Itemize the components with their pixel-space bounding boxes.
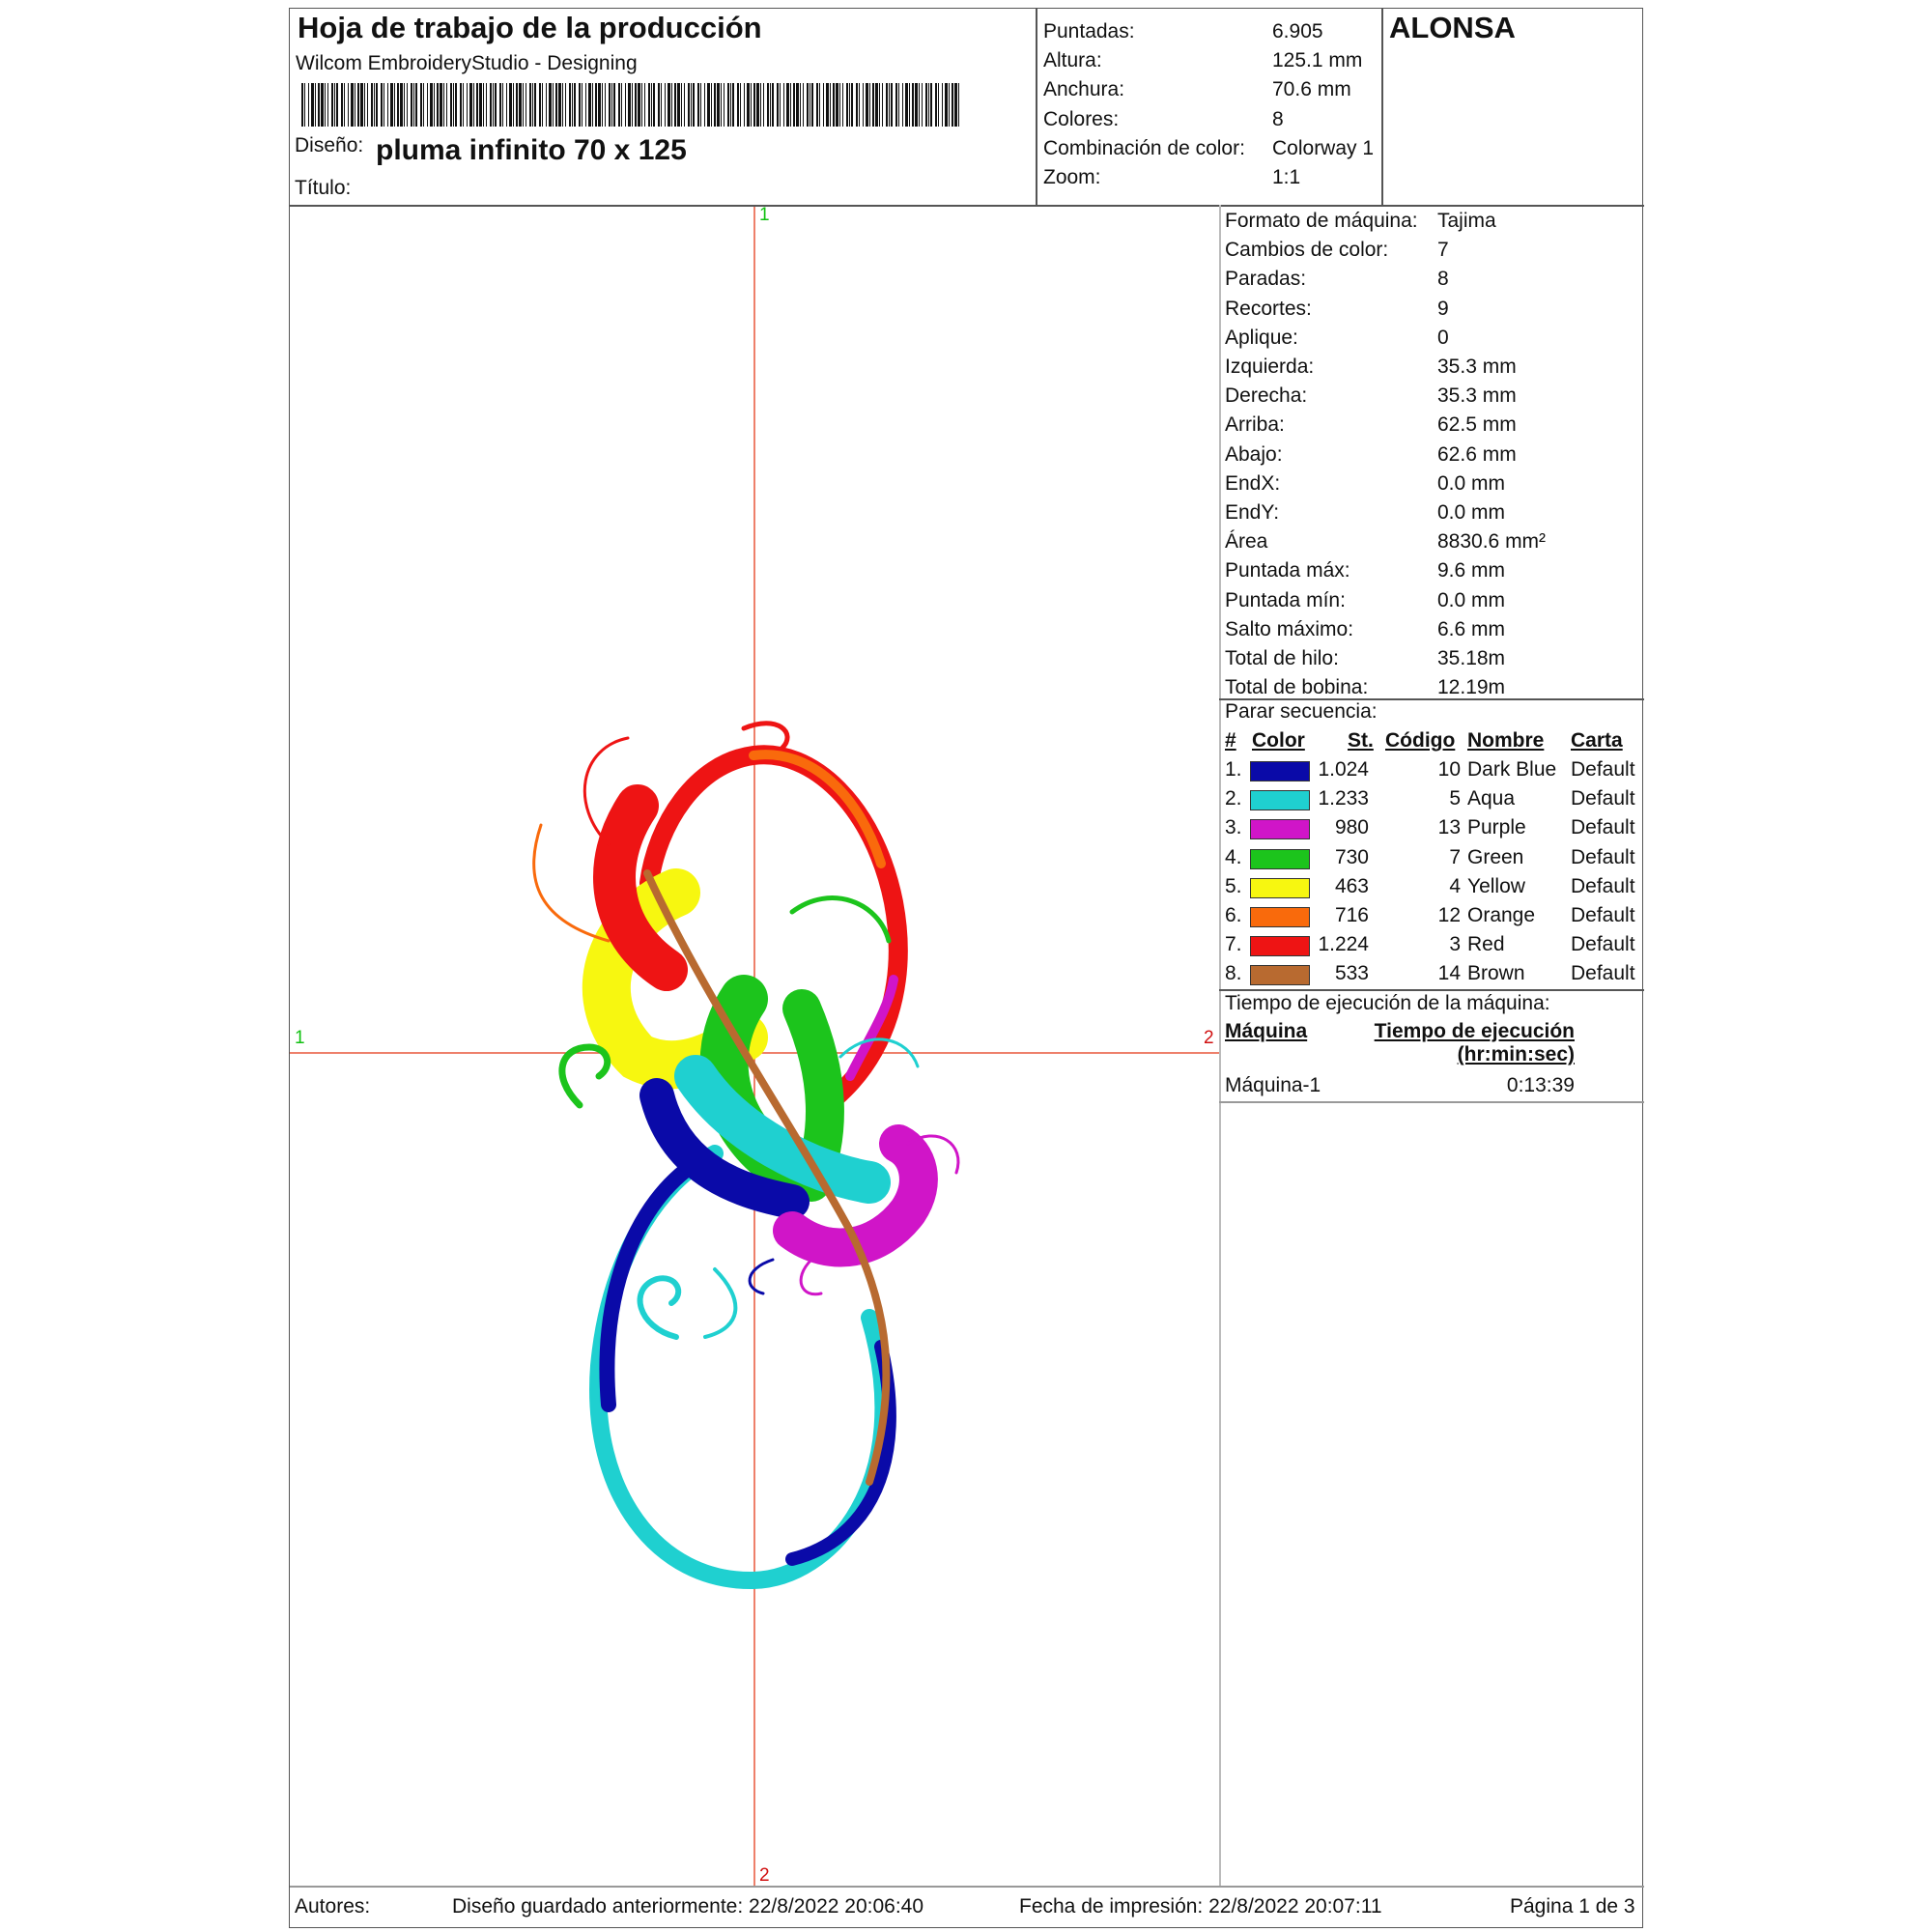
detail-value: 8 <box>1437 268 1449 291</box>
title-label: Título: <box>295 177 352 199</box>
summary-value: 125.1 mm <box>1272 49 1363 72</box>
aqua-tail <box>705 1269 735 1337</box>
drawing-divider <box>1219 205 1221 1886</box>
design-canvas <box>290 207 1219 1886</box>
thread-code: 3 <box>1449 933 1461 956</box>
thread-code: 7 <box>1449 845 1461 868</box>
thread-name: Yellow <box>1467 874 1525 897</box>
axis-top-label: 1 <box>759 205 770 225</box>
machine-name: Máquina-1 <box>1225 1074 1321 1096</box>
machine-runtime: 0:13:39 <box>1506 1074 1575 1096</box>
color-swatch <box>1250 907 1310 927</box>
summary-label: Combinación de color: <box>1043 136 1245 159</box>
col-chart: Carta <box>1571 729 1623 752</box>
thread-chart: Default <box>1571 787 1635 810</box>
col-num: # <box>1225 729 1236 752</box>
summary-value: 1:1 <box>1272 166 1301 188</box>
detail-label: EndX: <box>1225 471 1281 495</box>
footer-authors: Autores: <box>295 1895 371 1918</box>
axis-left-label: 1 <box>295 1028 305 1048</box>
footer-rule <box>290 1886 1644 1888</box>
col-runtime: Tiempo de ejecución <box>1374 1020 1575 1042</box>
thread-chart: Default <box>1571 874 1635 897</box>
stitch-count: 463 <box>1334 874 1369 897</box>
design-label: Diseño: <box>295 134 364 156</box>
machine-divider <box>1219 1101 1644 1103</box>
detail-label: Izquierda: <box>1225 355 1315 378</box>
stitch-count: 1.233 <box>1318 787 1369 810</box>
detail-label: Recortes: <box>1225 297 1312 320</box>
detail-value: 35.3 mm <box>1437 355 1517 378</box>
blue-curl <box>750 1260 773 1293</box>
summary-label: Zoom: <box>1043 166 1101 188</box>
stitch-count: 533 <box>1334 962 1369 985</box>
stitch-count: 716 <box>1334 904 1369 926</box>
sequence-number: 8. <box>1225 962 1242 985</box>
red-spiral <box>744 724 787 748</box>
design-name: pluma infinito 70 x 125 <box>376 134 687 166</box>
detail-label: Total de hilo: <box>1225 647 1339 669</box>
color-swatch <box>1250 965 1310 985</box>
header-divider <box>1036 9 1037 205</box>
col-stitches: St. <box>1348 729 1374 752</box>
summary-label: Colores: <box>1043 107 1120 130</box>
thread-name: Green <box>1467 845 1524 868</box>
thread-chart: Default <box>1571 758 1635 781</box>
thread-code: 14 <box>1437 962 1461 985</box>
stitch-count: 730 <box>1334 845 1369 868</box>
thread-code: 4 <box>1449 874 1461 897</box>
col-name: Nombre <box>1467 729 1545 752</box>
detail-value: 62.5 mm <box>1437 413 1517 437</box>
detail-label: Paradas: <box>1225 268 1307 291</box>
color-swatch <box>1250 878 1310 898</box>
sequence-row <box>1219 933 1644 962</box>
sequence-row <box>1219 962 1644 991</box>
sequence-row <box>1219 816 1644 845</box>
details-table <box>1225 207 1640 699</box>
sequence-title: Parar secuencia: <box>1225 700 1378 723</box>
detail-label: Total de bobina: <box>1225 676 1369 699</box>
axis-right-label: 2 <box>1204 1028 1214 1048</box>
aqua-spiral <box>640 1278 679 1337</box>
detail-value: 0.0 mm <box>1437 588 1506 611</box>
sequence-row <box>1219 846 1644 875</box>
detail-value: 9 <box>1437 297 1449 320</box>
stitch-count: 1.224 <box>1318 933 1369 956</box>
thread-name: Red <box>1467 933 1505 956</box>
thread-chart: Default <box>1571 816 1635 839</box>
summary-table <box>1043 10 1381 203</box>
green-spiral <box>562 1047 608 1105</box>
machine-time-title: Tiempo de ejecución de la máquina: <box>1225 992 1550 1014</box>
sequence-number: 2. <box>1225 787 1242 810</box>
sequence-row <box>1219 875 1644 904</box>
footer-print-date: Fecha de impresión: 22/8/2022 20:07:11 <box>1019 1895 1382 1918</box>
thread-chart: Default <box>1571 904 1635 926</box>
footer-saved-date: Diseño guardado anteriormente: 22/8/2022 20:06:40 <box>452 1895 924 1918</box>
worksheet <box>289 8 1643 1928</box>
detail-label: Arriba: <box>1225 413 1285 437</box>
detail-label: Área <box>1225 530 1268 554</box>
sequence-row <box>1219 758 1644 787</box>
detail-value: 12.19m <box>1437 676 1506 699</box>
thread-code: 5 <box>1449 787 1461 810</box>
page-title: Hoja de trabajo de la producción <box>298 11 762 44</box>
detail-label: Aplique: <box>1225 326 1298 349</box>
color-swatch <box>1250 936 1310 956</box>
detail-value: 62.6 mm <box>1437 442 1517 466</box>
color-swatch <box>1250 819 1310 839</box>
thread-name: Orange <box>1467 904 1536 926</box>
thread-code: 12 <box>1437 904 1461 926</box>
thread-chart: Default <box>1571 962 1635 985</box>
summary-value: 8 <box>1272 107 1284 130</box>
sequence-row <box>1219 787 1644 816</box>
detail-value: 0 <box>1437 326 1449 349</box>
barcode <box>301 83 960 127</box>
thread-name: Purple <box>1467 816 1526 839</box>
summary-value: 6.905 <box>1272 20 1323 43</box>
detail-label: Formato de máquina: <box>1225 210 1418 232</box>
detail-value: 35.18m <box>1437 647 1506 669</box>
sequence-rows <box>1219 758 1644 990</box>
sequence-number: 3. <box>1225 816 1242 839</box>
summary-label: Puntadas: <box>1043 20 1135 43</box>
detail-label: Puntada máx: <box>1225 559 1350 582</box>
stitch-count: 1.024 <box>1318 758 1369 781</box>
detail-value: 7 <box>1437 239 1449 262</box>
detail-value: 0.0 mm <box>1437 501 1506 524</box>
sequence-number: 7. <box>1225 933 1242 956</box>
purple-spiral <box>801 1260 821 1294</box>
detail-label: Cambios de color: <box>1225 239 1389 262</box>
summary-label: Anchura: <box>1043 78 1125 101</box>
sequence-header-row <box>1219 729 1644 758</box>
software-name: Wilcom EmbroideryStudio - Designing <box>296 52 638 74</box>
thread-chart: Default <box>1571 845 1635 868</box>
summary-label: Altura: <box>1043 49 1102 72</box>
detail-value: 6.6 mm <box>1437 617 1506 640</box>
sequence-number: 5. <box>1225 874 1242 897</box>
detail-label: Puntada mín: <box>1225 588 1346 611</box>
color-swatch <box>1250 761 1310 781</box>
detail-value: 35.3 mm <box>1437 384 1517 408</box>
col-runtime-unit: (hr:min:sec) <box>1457 1043 1575 1065</box>
stitch-count: 980 <box>1334 816 1369 839</box>
thread-name: Dark Blue <box>1467 758 1557 781</box>
col-machine: Máquina <box>1225 1020 1308 1042</box>
header-divider <box>1381 9 1383 205</box>
color-swatch <box>1250 849 1310 869</box>
detail-value: 0.0 mm <box>1437 471 1506 495</box>
detail-value: Tajima <box>1437 210 1496 232</box>
thread-name: Brown <box>1467 962 1525 985</box>
sequence-number: 4. <box>1225 845 1242 868</box>
detail-label: EndY: <box>1225 501 1280 524</box>
green-curl <box>792 898 889 941</box>
detail-value: 8830.6 mm² <box>1437 530 1547 554</box>
footer-page-number: Página 1 de 3 <box>1510 1895 1635 1918</box>
summary-value: Colorway 1 <box>1272 136 1375 159</box>
summary-value: 70.6 mm <box>1272 78 1351 101</box>
sequence-number: 6. <box>1225 904 1242 926</box>
thread-code: 10 <box>1437 758 1461 781</box>
col-code: Código <box>1385 729 1456 752</box>
thread-name: Aqua <box>1467 787 1516 810</box>
detail-label: Abajo: <box>1225 442 1283 466</box>
col-color: Color <box>1252 729 1305 752</box>
sequence-number: 1. <box>1225 758 1242 781</box>
brand-name: ALONSA <box>1389 11 1516 44</box>
detail-value: 9.6 mm <box>1437 559 1506 582</box>
thread-chart: Default <box>1571 933 1635 956</box>
embroidery-design <box>534 724 958 1580</box>
sequence-row <box>1219 904 1644 933</box>
detail-label: Derecha: <box>1225 384 1308 408</box>
thread-code: 13 <box>1437 816 1461 839</box>
color-swatch <box>1250 790 1310 810</box>
detail-label: Salto máximo: <box>1225 617 1354 640</box>
axis-bottom-label: 2 <box>759 1865 770 1886</box>
